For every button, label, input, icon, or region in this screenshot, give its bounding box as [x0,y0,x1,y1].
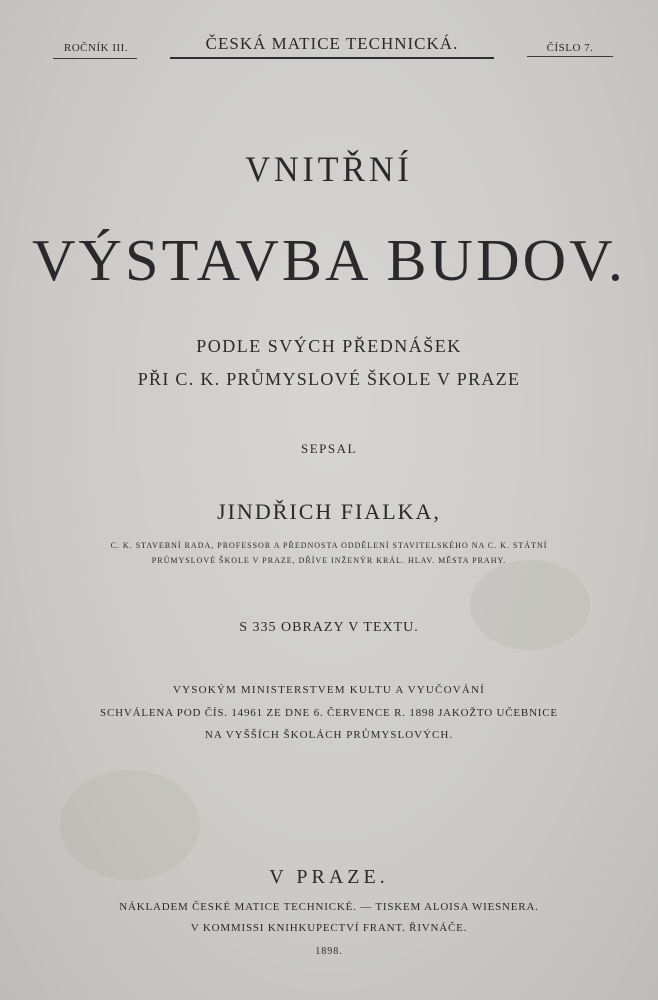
series-title: ČESKÁ MATICE TECHNICKÁ. [205,34,459,53]
title-line-2: VÝSTAVBA BUDOV. [32,227,626,293]
author-name: JINDŘICH FIALKA, [217,499,441,524]
paper-stain [60,770,200,880]
issue-number: ČÍSLO 7. [546,42,594,54]
subtitle-line-1: PODLE SVÝCH PŘEDNÁŠEK [196,336,462,356]
imprint-commission: V KOMMISSI KNIHKUPECTVÍ FRANT. ŘIVNÁČE. [190,922,468,934]
header-rule-right [527,56,613,57]
header-rule-left [53,58,137,59]
subtitle-line-2: PŘI C. K. PRŮMYSLOVÉ ŠKOLE V PRAZE [137,369,521,389]
imprint-city: V PRAZE. [269,866,389,888]
header-rule-center [170,57,494,59]
author-bio-line-1: C. K. STAVEBNÍ RADA, PROFESSOR A PŘEDNOSTA ODDĚLENÍ STAVITELSKÉHO NA C. K. STÁTNÍ [110,541,548,550]
written-by-label: SEPSAL [301,441,357,456]
paper-stain [470,560,590,650]
approval-line-2: SCHVÁLENA POD ČÍS. 14961 ZE DNE 6. ČERVENCE R. 1898 JAKOŽTO UČEBNICE [100,707,558,719]
imprint-publisher: NÁKLADEM ČESKÉ MATICE TECHNICKÉ. — TISKEM ALOISA WIESNERA. [119,901,539,913]
illustrations-note: S 335 OBRAZY V TEXTU. [239,620,419,635]
title-line-1: VNITŘNÍ [245,149,413,189]
imprint-year: 1898. [315,946,343,957]
approval-line-3: NA VYŠŠÍCH ŠKOLÁCH PRŮMYSLOVÝCH. [204,729,454,741]
approval-line-1: VYSOKÝM MINISTERSTVEM KULTU A VYUČOVÁNÍ [172,684,486,696]
author-bio-line-2: PRŮMYSLOVÉ ŠKOLE V PRAZE, DŘÍVE INŽENÝR KRÁL. HLAV. MĚSTA PRAHY. [151,556,507,565]
volume-label: ROČNÍK III. [63,42,129,54]
